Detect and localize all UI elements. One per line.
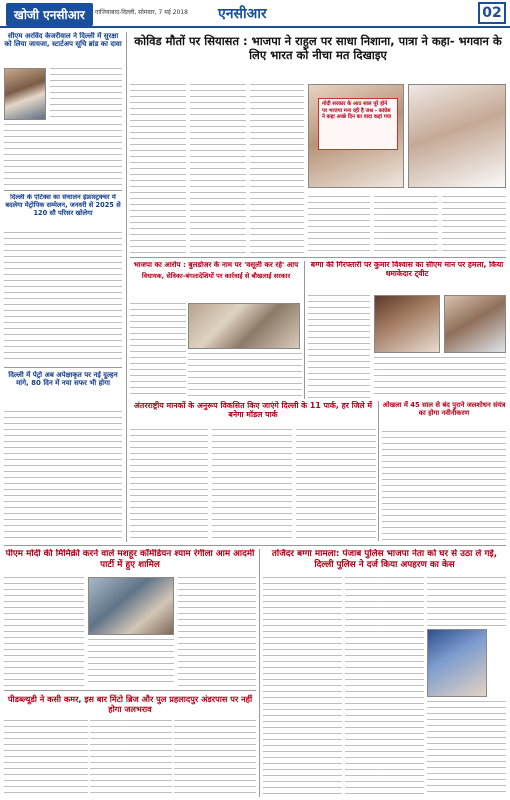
bhagwant-mann-photo [444,295,506,353]
masthead [0,0,510,28]
right-story-1-text [308,295,370,399]
lead-body-col-6 [442,196,506,254]
page-number: 02 [478,2,506,24]
divider [4,190,122,191]
right-story-2 [382,401,506,541]
brand-logo: खोजी एनसीआर [6,3,93,26]
left-story-1-text [50,68,122,120]
bottom-story-2-text-1 [263,577,342,795]
left-story-3-text [4,411,122,541]
column-rule [378,401,379,541]
bottom-story-1 [4,549,256,687]
mid-story-1-headline: भाजपा का आरोप : बुलडोजर के नाम पर 'वसूली कर रहे' आप [133,261,299,269]
bottom-story-2 [263,549,506,795]
left-story-3 [4,371,122,541]
column-rule [304,261,305,399]
lead-body-col-1 [130,84,186,254]
left-story-1-text-2 [4,124,122,187]
mid-story-1-photo [188,303,300,349]
bottom-story-1-text-1 [4,577,84,687]
mid-story-1-subhead: विधायक, सेविका-बंगलादेशियों पर कार्रवाई से बौखलाई सरकार [141,272,291,281]
left-story-1-headline: सीएम अरविंद केजरीवाल ने दिल्ली में सुरक्षा को लिया जायजा, स्टार्टअप सूचि ब्रांड का दावा [4,32,122,49]
bottom-story-2-text-3 [427,577,506,627]
right-story-1-text-2 [374,357,506,399]
mid-story-1 [130,261,302,399]
divider [4,367,122,368]
lead-body-col-4 [308,196,370,254]
left-story-2 [4,194,122,364]
kejriwal-photo [4,68,46,120]
bottom-story-1-text-2 [178,577,256,687]
column-rule [259,549,260,797]
lead-body-col-5 [374,196,438,254]
lead-story-body-2 [308,196,506,254]
left-story-2-headline: दिल्ली के एंटिक्स का संचालन इंफ्रास्ट्रक्चर में बदलेगा मेट्रोपिक सम्मेलन, जनवरी से 2025 से 120 सौ परिसर खोलेगा [5,194,121,217]
lead-story-headline-box [130,34,506,80]
right-story-1 [308,261,506,399]
left-story-3-headline: दिल्ली में पेट्रो अब अपेक्षाकृत पर नई दुल्हन मांगे, 80 दिन में नया सफर भी होगा [8,371,118,388]
mid-story-1-text [130,303,186,399]
comedian-photo [88,577,174,635]
bottom-story-1-text-3 [88,639,174,687]
lead-promo-box [318,98,398,150]
right-story-2-text [382,431,506,541]
bottom-story-3-headline: पीडब्ल्यूडी ने कसी कमर, इस बार मिंटो ब्रिज और पुल प्रहलादपुर अंडरपास पर नहीं होगा जलभराव [7,694,253,714]
kumar-vishwas-photo [374,295,440,353]
bottom-story-3-text-3 [174,720,256,798]
right-story-1-headline: बग्गा की गिरफ्तारी पर कुमार विश्वास का सीएम मान पर हमला, किया धमाकेदार ट्वीट [310,261,504,278]
mid-story-2-headline: अंतरराष्ट्रीय मानकों के अनुरूप विकसित किए जाएंगे दिल्ली के 11 पार्क, हर जिले में बनेगा मॉडल पार्क [133,401,373,420]
right-story-2-headline: ओखला में 45 साल से बंद पुराने जलशोधन संयंत्र का होगा नवीनीकरण [382,401,506,418]
spokesperson-photo [408,84,506,188]
mid-story-2-text-2 [212,429,292,541]
left-story-2-text [4,232,122,364]
section-title: एनसीआर [218,6,267,22]
bottom-story-1-headline: पीएम मोदी की मिमिक्री करने वाले मशहूर कॉमेडियन श्याम रंगीला आम आदमी पार्टी में हुए शामिल [5,549,255,570]
bagga-photo [427,629,487,697]
dateline: गाजियाबाद-दिल्ली, सोमवार, 7 मई 2018 [95,9,188,16]
mid-story-2-text-3 [296,429,376,541]
bottom-story-2-headline: तजिंदर बग्गा मामला: पंजाब पुलिस भाजपा नेता को घर से उठा ले गई, दिल्ली पुलिस ने दर्ज किया अपहरण का केस [271,549,498,570]
divider [4,545,506,546]
lead-story-body [130,84,304,254]
mid-story-2 [130,401,376,541]
mid-story-2-text-1 [130,429,208,541]
lead-photo-block [308,84,506,194]
bottom-story-3 [4,694,256,798]
bottom-story-3-text-2 [90,720,172,798]
bottom-story-2-text-4 [427,701,506,795]
divider [130,257,506,258]
mid-story-1-text-2 [188,353,302,399]
lead-headline: कोविड मौतों पर सियासत : भाजपा ने राहुल पर साधा निशाना, पात्रा ने कहा- भगवान के लिए भारत को नीचा मत दिखाइए [134,34,502,62]
left-story-1 [4,32,122,187]
divider [4,690,256,691]
lead-promo-text: मोदी सरकार के आठ साल पूरे होने पर भाजपा मना रही है जश्न - कांग्रेस ने कहा अच्छे दिन का वादा कहां गया [322,101,392,120]
lead-body-col-2 [190,84,246,254]
lead-body-col-3 [250,84,304,254]
column-rule [126,32,127,542]
bottom-story-2-text-2 [345,577,424,795]
bottom-story-3-text-1 [4,720,88,798]
